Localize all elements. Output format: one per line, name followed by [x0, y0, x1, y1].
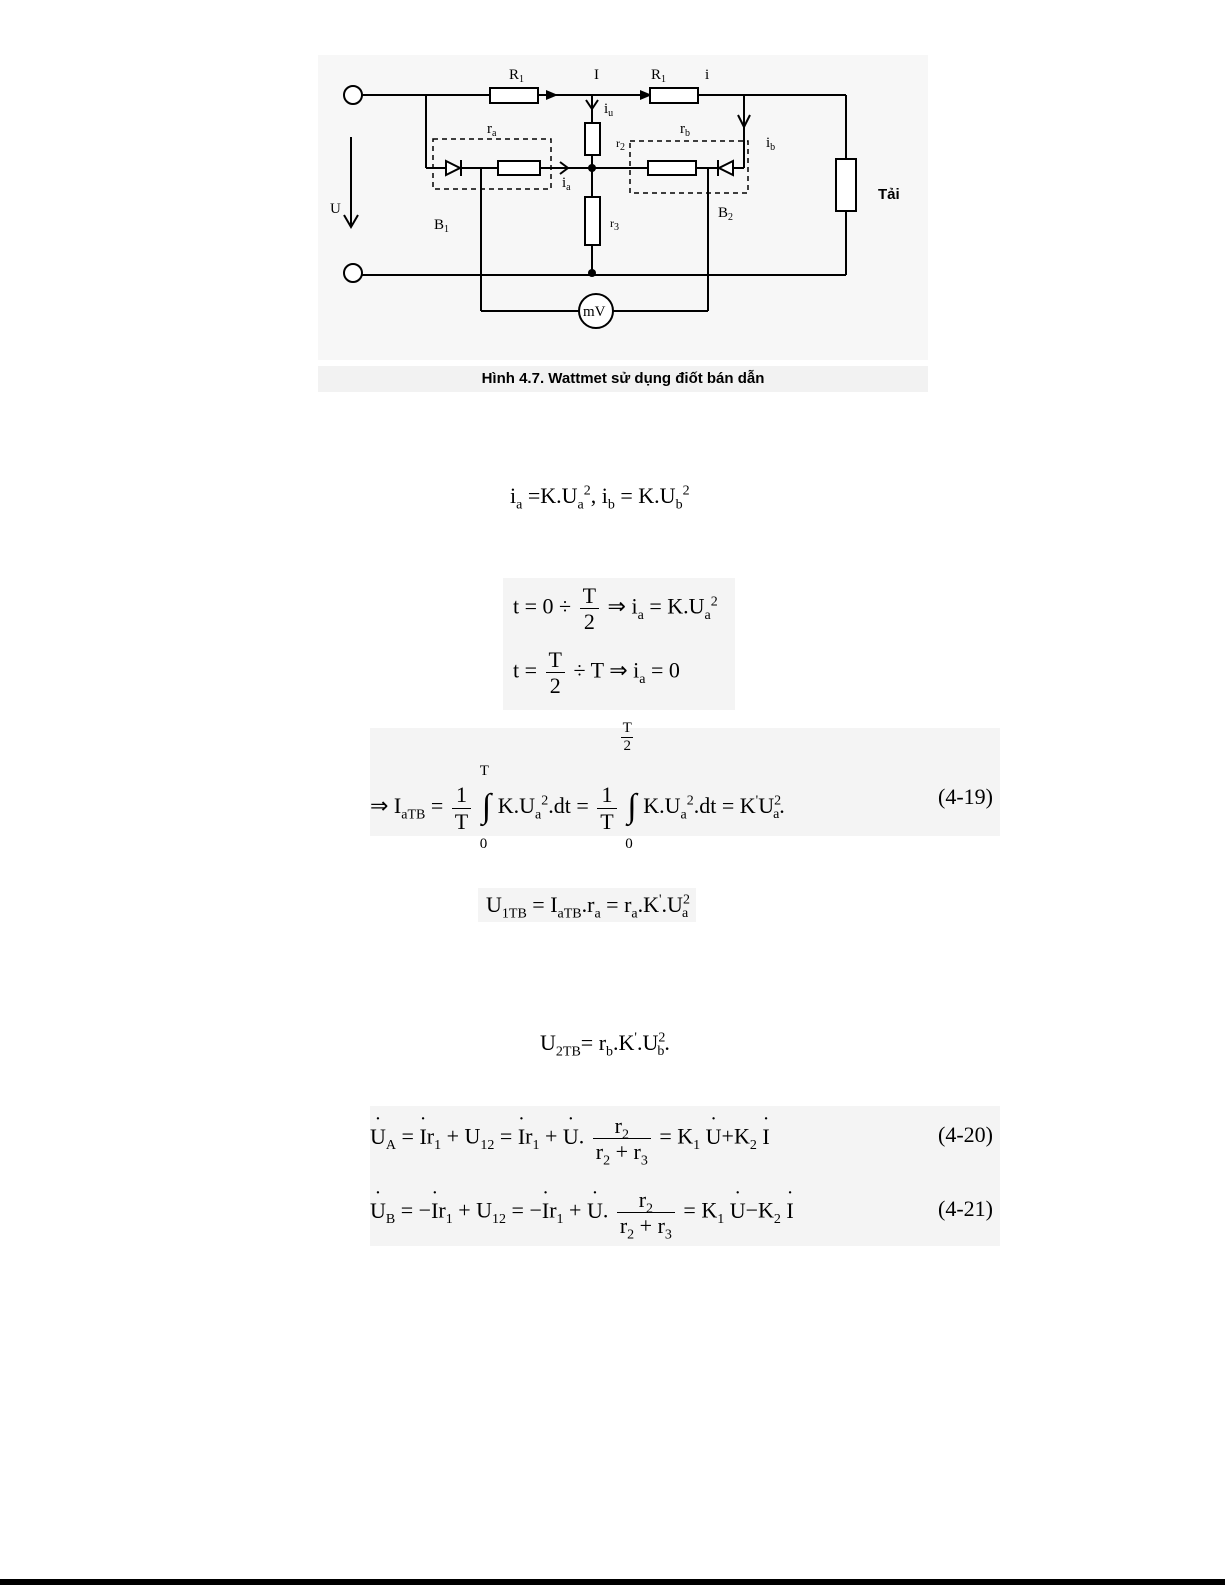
resistor-r1-right: [650, 88, 698, 103]
label-current-I: I: [594, 67, 599, 83]
equation-4-20: ˙ $U_A$ = ˙ $Ir_1 + U_{12}$ = ˙ $Ir_1$ + ˙ U. $\frac{r_2}{r_2 + r_3}$ = $K_1$ ˙ $U+K_2$ ˙ I: [370, 1114, 770, 1163]
resistor-r3: [585, 197, 600, 245]
equations-4-20-4-21: [370, 1106, 1000, 1246]
resistor-r2: [585, 123, 600, 155]
equation-line-2: t = $\frac{T}{2}$ ÷ T ⇒ $i_a = 0$: [513, 647, 680, 699]
resistor-rb: [648, 161, 696, 175]
page-bottom-bar: [0, 1579, 1225, 1585]
integral-1: T ∫ 0: [479, 763, 492, 852]
label-iu: $i_u$: [604, 101, 614, 119]
node-bottom: [588, 269, 596, 277]
equation-u1tb: $U_{1TB} = I_{aTB}.r_a = r_a.K'.U^2_a$: [478, 888, 696, 922]
equation-ia-ib: $i_a =K.U_a^2$, $i_b = K.U_b^2$: [510, 483, 690, 513]
input-terminal-top: [344, 86, 362, 104]
label-ra: $r_a$: [487, 121, 497, 139]
label-ia: $i_a$: [562, 175, 571, 193]
fraction-t-over-2: $\frac{T}{2}$: [580, 584, 599, 633]
load-resistor: [836, 159, 856, 211]
circuit-diagram: [318, 55, 928, 360]
equation-4-21: ˙ $U_B$ = −˙ $Ir_1 + U_{12}$ = −˙ $Ir_1$ + ˙ U. $\frac{r_2}{r_2 + r_3}$ = $K_1$ ˙ $U-K_2$ ˙ I: [370, 1188, 794, 1237]
equation-number-4-21: (4-21): [938, 1196, 993, 1221]
label-load: Tải: [878, 186, 900, 203]
label-r1-left: $R_1$: [509, 67, 525, 85]
figure-caption: Hình 4.7. Wattmet sử dụng điốt bán dẫn: [318, 366, 928, 392]
fraction-t-over-2-b: $\frac{T}{2}$: [546, 648, 565, 697]
label-current-i: i: [705, 67, 710, 83]
label-r2: $r_2$: [616, 136, 625, 153]
label-ib: $i_b$: [766, 135, 776, 153]
label-r3: $r_3$: [610, 216, 619, 233]
label-rb: $r_b$: [680, 121, 690, 139]
input-terminal-bottom: [344, 264, 362, 282]
resistor-r1-left: [490, 88, 538, 103]
label-b2: $B_2$: [718, 205, 734, 223]
integral-2: T 2 ∫ 0: [622, 720, 637, 852]
label-meter: mV: [583, 304, 606, 320]
equation-4-19: ⇒ $I_{aTB}$ = $\frac{1}{T}$ T ∫ 0 $K.U_a^2.dt$ = $\frac{1}{T}$ T 2 ∫ 0 $K.U_a^2.dt = K'U^2_a$. (4-19): [370, 728, 1000, 836]
label-u: U: [330, 201, 341, 217]
equation-time-intervals: [503, 578, 735, 710]
circuit-svg: [318, 55, 928, 360]
label-b1: $B_1$: [434, 217, 450, 235]
diode-b2: [719, 161, 733, 175]
label-r1-right: $R_1$: [651, 67, 667, 85]
current-arrow-top-left: [546, 90, 558, 100]
equation-number-4-20: (4-20): [938, 1122, 993, 1147]
diode-b1: [446, 161, 460, 175]
resistor-ra: [498, 161, 540, 175]
equation-line-1: t = 0 ÷ $\frac{T}{2}$ ⇒ $i_a = K.U_a^2$: [513, 583, 718, 635]
equation-number-4-19: (4-19): [938, 784, 993, 809]
equation-u2tb: $U_{2TB}= r_b.K'.U^2_b$.: [540, 1030, 670, 1060]
